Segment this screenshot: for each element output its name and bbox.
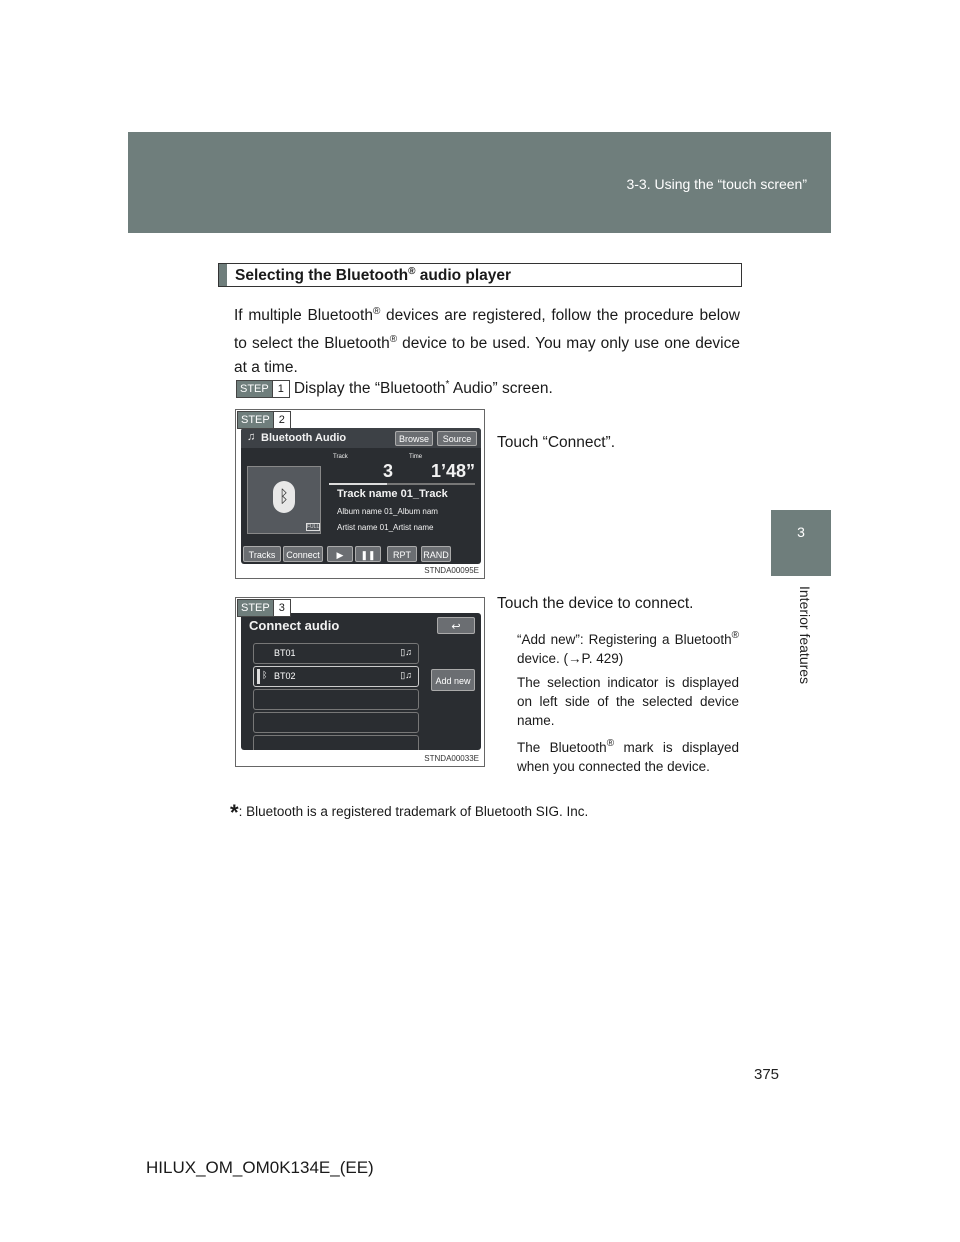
figure-connect-audio-screen [235,597,485,767]
chapter-label [771,576,831,736]
step-2-badge [237,411,291,429]
phone-music-icon: ▯♫ [400,670,412,680]
step-number: 1 [273,380,290,398]
tracks-button[interactable]: Tracks [243,546,281,562]
artist-name: Artist name 01_Artist name [337,523,434,532]
selection-indicator [257,669,260,684]
bluetooth-audio-screen [241,428,481,564]
track-number: 3 [383,461,394,481]
section-title: Selecting the Bluetooth® audio player [235,266,512,284]
track-name: Track name 01_Track [337,488,448,500]
intro-paragraph: If multiple Bluetooth® devices are registered, follow the procedure below to select the Bluetooth® device to be used. You may only use one device at a time. [234,306,740,376]
note-add-new: “Add new”: Registering a Bluetooth® device. (→P. 429) [517,630,739,666]
music-note-icon: ♫ [247,431,256,443]
step-3-text: Touch the device to connect. [497,595,694,612]
figure-code: STNDA00033E [424,754,479,763]
step-label: STEP [237,599,274,617]
connect-audio-screen [241,613,481,750]
device-row-bt01[interactable]: BT01 ▯♫ [253,643,419,664]
footnote: *: Bluetooth is a registered trademark of Bluetooth SIG. Inc. [230,800,589,825]
screen-title: Bluetooth Audio [261,432,347,444]
section-heading-marker [219,264,227,286]
chapter-label-text: Interior features [797,586,813,685]
play-button[interactable]: ▶ [327,546,353,562]
step-3-badge [237,599,291,617]
step-number: 3 [274,599,291,617]
page-number: 375 [754,1066,780,1083]
figure-bluetooth-audio-screen [235,409,485,579]
step-1-text: Display the “Bluetooth* Audio” screen. [293,379,553,397]
step-number: 2 [274,411,291,429]
album-name: Album name 01_Album nam [337,507,438,516]
section-heading [218,263,742,287]
device-row-empty [253,689,419,710]
step-label: STEP [237,411,274,429]
page-header [128,132,831,233]
add-new-button[interactable]: Add new [431,669,475,691]
step-label: STEP [236,380,273,398]
figure-code: STNDA00095E [424,566,479,575]
phone-music-icon: ▯♫ [400,647,412,657]
repeat-button[interactable]: RPT [387,546,417,562]
device-row-bt02[interactable]: ᛒ BT02 ▯♫ [253,666,419,687]
random-button[interactable]: RAND [421,546,451,562]
bluetooth-icon: ᛒ [262,670,268,680]
connect-button[interactable]: Connect [283,546,323,562]
step-2-text: Touch “Connect”. [497,434,616,451]
battery-icon: FULL [307,524,320,530]
album-art [247,466,321,534]
play-time: 1’48” [431,461,476,481]
pause-button[interactable]: ❚❚ [355,546,381,562]
model-code: HILUX_OM_OM0K134E_(EE) [146,1158,374,1177]
chapter-tab: 3 [771,510,831,576]
browse-button[interactable]: Browse [395,431,433,446]
track-label: Track [333,454,348,460]
source-button[interactable]: Source [437,431,477,446]
screen-title: Connect audio [249,618,340,633]
time-label: Time [409,454,423,460]
device-row-empty [253,712,419,733]
back-button[interactable]: ↩ [437,617,475,634]
note-selection-indicator: The selection indicator is displayed on left side of the selected device name. [517,675,739,728]
note-bluetooth-mark: The Bluetooth® mark is displayed when you connected the device. [517,738,739,774]
breadcrumb: 3-3. Using the “touch screen” [626,176,807,192]
device-row-empty [253,735,419,750]
bluetooth-icon: ᛒ [273,481,295,513]
step-1 [236,379,553,398]
